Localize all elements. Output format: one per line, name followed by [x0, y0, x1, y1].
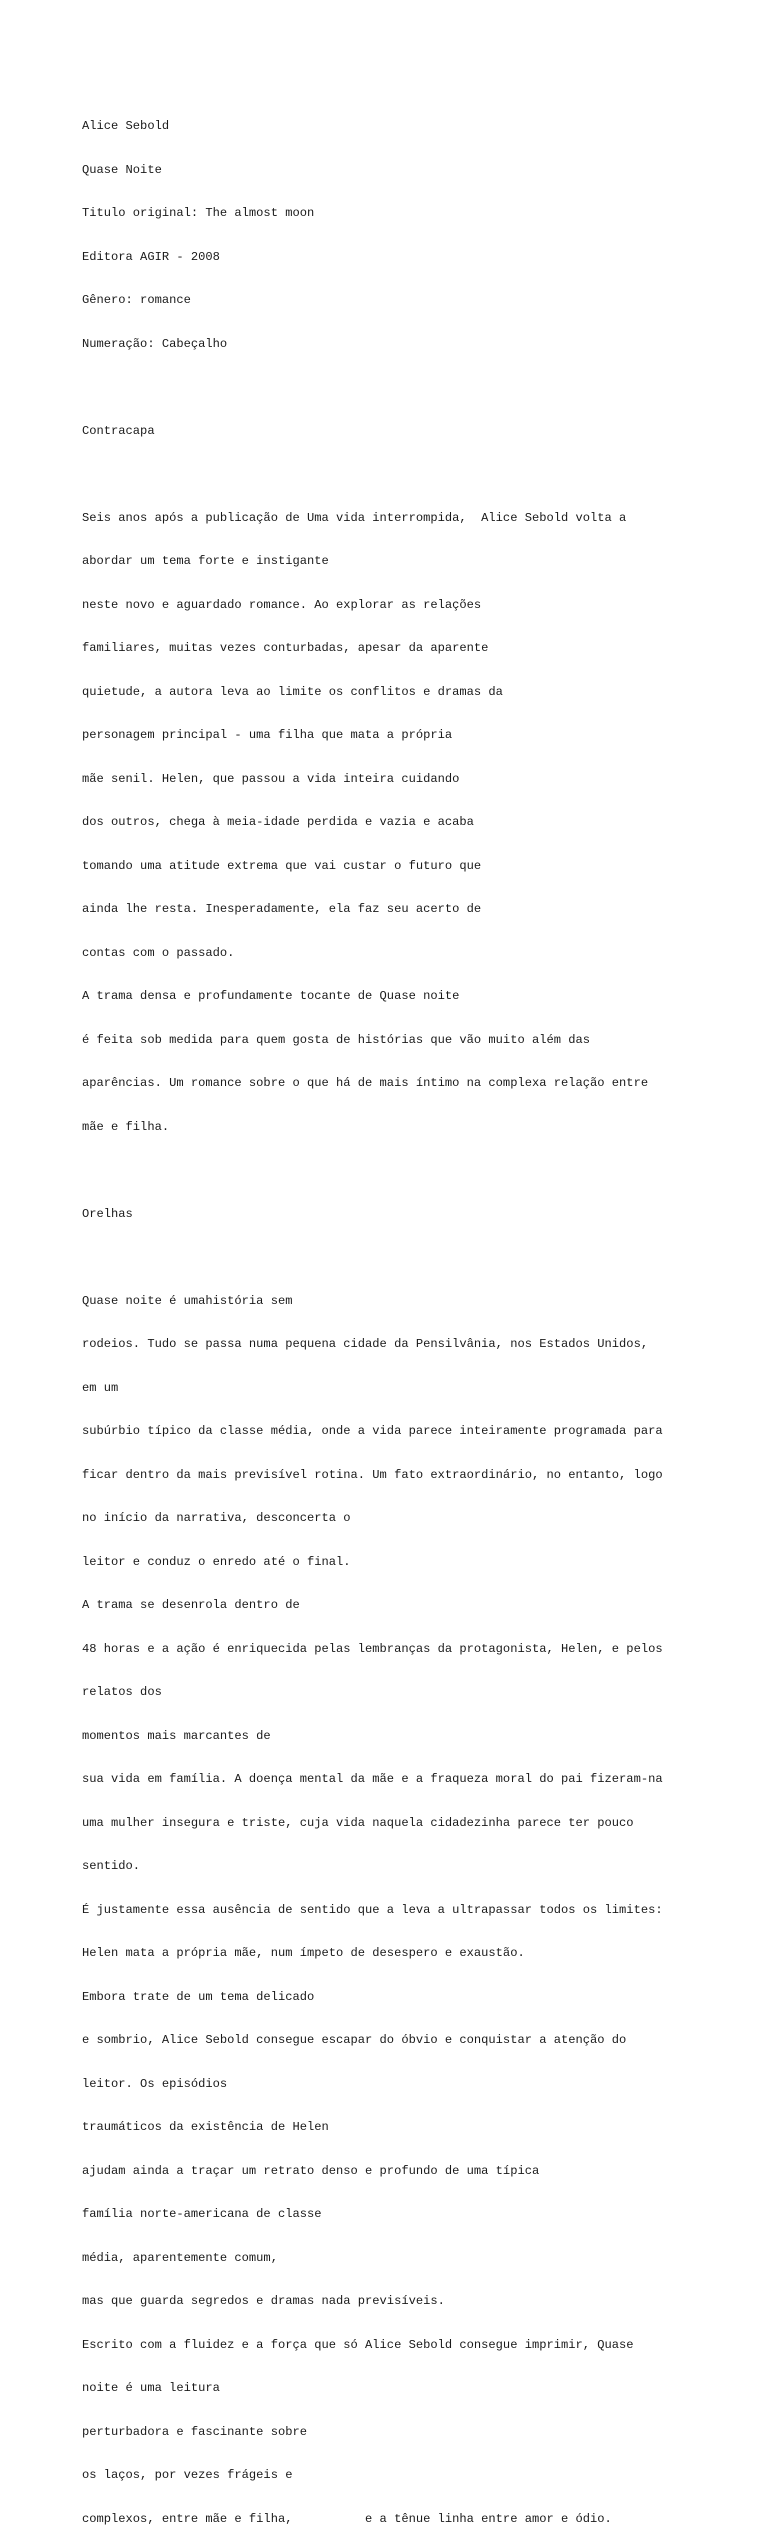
blank-line — [82, 1163, 762, 1178]
text-line: A trama se desenrola dentro de — [82, 1598, 300, 1612]
text-line: quietude, a autora leva ao limite os conflitos e dramas da — [82, 684, 503, 699]
original-title-line: Titulo original: The almost moon — [82, 206, 315, 220]
text-line: rodeios. Tudo se passa numa pequena cidade da Pensilvânia, nos Estados Unidos, — [82, 1337, 649, 1351]
numbering-line: Numeração: Cabeçalho — [82, 336, 228, 351]
text-line: É justamente essa ausência de sentido que a leva a ultrapassar todos os limites: — [82, 1902, 663, 1917]
text-line: sentido. — [82, 1859, 141, 1873]
title-line: Quase Noite — [82, 162, 162, 177]
genre-line: Gênero: romance — [82, 293, 191, 307]
text-line: Helen mata a própria mãe, num ímpeto de desespero e exaustão. — [82, 1946, 525, 1960]
text-line: mãe e filha. — [82, 1119, 170, 1134]
text-line: momentos mais marcantes de — [82, 1728, 271, 1743]
text-line: neste novo e aguardado romance. Ao explorar as relações — [82, 597, 482, 612]
text-line: Embora trate de um tema delicado — [82, 1989, 315, 2004]
text-line: mãe senil. Helen, que passou a vida inteira cuidando — [82, 771, 460, 786]
text-line: Seis anos após a publicação de Uma vida interrompida, Alice Sebold volta a — [82, 510, 627, 525]
text-line: sua vida em família. A doença mental da mãe e a fraqueza moral do pai fizeram-na — [82, 1772, 663, 1786]
text-line: A trama densa e profundamente tocante de Quase noite — [82, 989, 460, 1003]
text-line: 48 horas e a ação é enriquecida pelas lembranças da protagonista, Helen, e pelos — [82, 1641, 663, 1656]
text-line: contas com o passado. — [82, 945, 235, 960]
blank-line — [82, 467, 762, 482]
text-line: ainda lhe resta. Inesperadamente, ela faz seu acerto de — [82, 902, 482, 916]
text-line: em um — [82, 1380, 119, 1395]
text-line: e sombrio, Alice Sebold consegue escapar do óbvio e conquistar a atenção do — [82, 2033, 627, 2047]
text-line: Quase noite é umahistória sem — [82, 1293, 293, 1308]
text-line: traumáticos da existência de Helen — [82, 2120, 329, 2134]
section-heading-contracapa: Contracapa — [82, 423, 155, 438]
text-line: Escrito com a fluidez e a força que só Alice Sebold consegue imprimir, Quase — [82, 2337, 634, 2352]
section-heading-orelhas: Orelhas — [82, 1206, 133, 1221]
text-line: ficar dentro da mais previsível rotina. Um fato extraordinário, no entanto, logo — [82, 1467, 663, 1482]
text-line: média, aparentemente comum, — [82, 2250, 278, 2265]
text-line: leitor. Os episódios — [82, 2076, 228, 2091]
text-line: noite é uma leitura — [82, 2381, 220, 2395]
author-line: Alice Sebold — [82, 119, 170, 133]
text-line: uma mulher insegura e triste, cuja vida naquela cidadezinha parece ter pouco — [82, 1815, 634, 1830]
publisher-line: Editora AGIR - 2008 — [82, 249, 220, 264]
text-line: aparências. Um romance sobre o que há de mais íntimo na complexa relação entre — [82, 1076, 649, 1090]
text-line: complexos, entre mãe e filha, e a tênue linha entre amor e ódio. — [82, 2511, 612, 2526]
text-line: dos outros, chega à meia-idade perdida e vazia e acaba — [82, 815, 474, 829]
text-line: tomando uma atitude extrema que vai custar o futuro que — [82, 858, 482, 873]
text-line: perturbadora e fascinante sobre — [82, 2424, 307, 2439]
text-line: personagem principal - uma filha que mata a própria — [82, 728, 453, 742]
text-line: familiares, muitas vezes conturbadas, apesar da aparente — [82, 641, 489, 655]
text-line: no início da narrativa, desconcerta o — [82, 1511, 351, 1525]
blank-line — [82, 380, 762, 395]
document-body — [82, 90, 762, 2541]
text-line: família norte-americana de classe — [82, 2207, 322, 2221]
text-line: abordar um tema forte e instigante — [82, 554, 329, 568]
text-line: mas que guarda segredos e dramas nada previsíveis. — [82, 2294, 445, 2308]
text-line: ajudam ainda a traçar um retrato denso e profundo de uma típica — [82, 2163, 540, 2178]
text-line: é feita sob medida para quem gosta de histórias que vão muito além das — [82, 1032, 591, 1047]
blank-line — [82, 1250, 762, 1265]
text-line: leitor e conduz o enredo até o final. — [82, 1554, 351, 1569]
text-line: relatos dos — [82, 1685, 162, 1699]
text-line: os laços, por vezes frágeis e — [82, 2468, 293, 2482]
text-line: subúrbio típico da classe média, onde a vida parece inteiramente programada para — [82, 1424, 663, 1438]
